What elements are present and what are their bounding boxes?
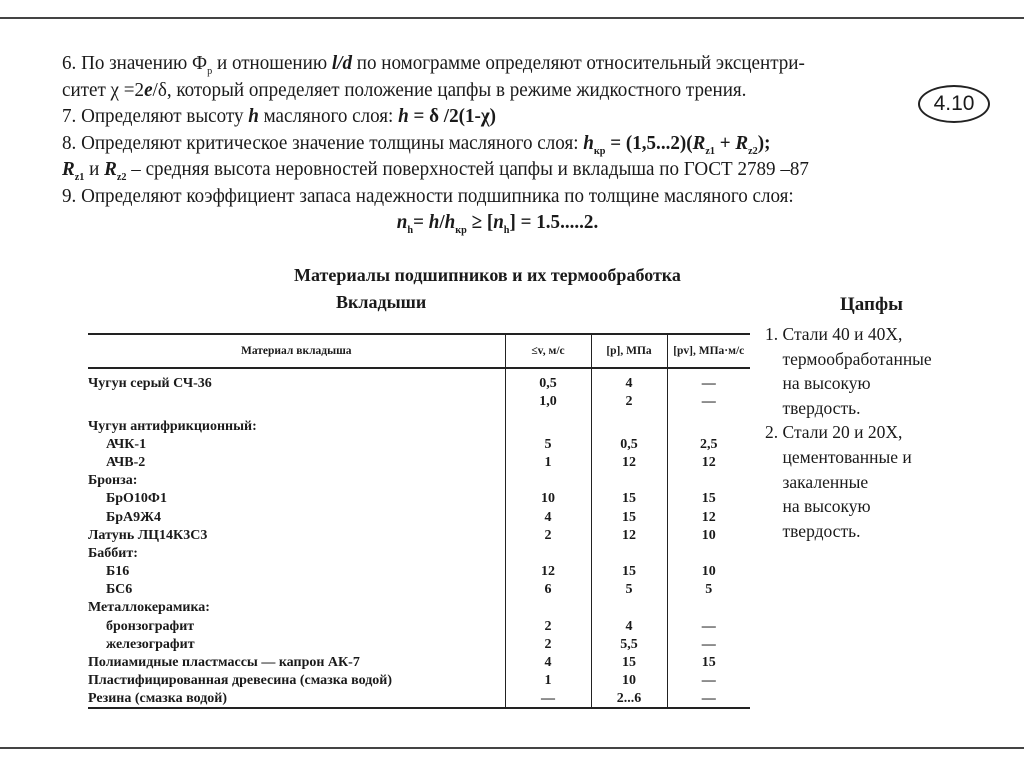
header-pv: [pv], МПа·м/с (667, 334, 750, 368)
table-row (88, 635, 750, 653)
table-row (88, 410, 750, 435)
cell-m (88, 392, 505, 410)
cell-p: 15 (591, 653, 667, 671)
cell-v (505, 472, 591, 490)
cell-p: 12 (591, 453, 667, 471)
cell-pv: — (667, 617, 750, 635)
cell-m: БрО10Ф1 (106, 491, 167, 507)
cell-v: 1 (505, 672, 591, 690)
cell-v: 10 (505, 490, 591, 508)
cell-m: Полиамидные пластмассы — капрон АК-7 (88, 655, 360, 671)
cell-v: 2 (505, 526, 591, 544)
cell-p (591, 410, 667, 435)
text-line: $n_h= h/h_{кр} \ge [n_h] = 1.5.....2$. (396, 211, 599, 237)
text-line: 7. Определяют высоту h масляного слоя: h = δ /2(1-χ) (62, 105, 497, 127)
cell-p (591, 472, 667, 490)
header-pressure: [p], МПа (591, 334, 667, 368)
header-material: Материал вкладыша (240, 344, 352, 357)
cell-p: 0,5 (591, 435, 667, 453)
cell-pv: 5 (667, 581, 750, 599)
top-border (0, 17, 1024, 19)
cell-m: Чугун серый СЧ-36 (88, 376, 212, 391)
cell-pv: — (667, 690, 750, 708)
cell-pv (667, 410, 750, 435)
table-row (88, 392, 750, 410)
cell-pv: 15 (667, 490, 750, 508)
cell-p: 4 (591, 617, 667, 635)
cell-p: 2...6 (591, 690, 667, 708)
cell-m: БС6 (106, 582, 133, 598)
text-line: 6. По значению $Ф_р$ и отношению l/d по номограмме определяют относительный эксцентри- (62, 52, 805, 78)
table-title: Материалы подшипников и их термообработка (294, 265, 681, 285)
table-row (88, 435, 750, 453)
cell-p: 15 (591, 563, 667, 581)
cell-p: 15 (591, 508, 667, 526)
cell-pv: 2,5 (667, 435, 750, 453)
cell-v: 1 (505, 453, 591, 471)
table-row (88, 368, 750, 392)
cell-p: 4 (591, 368, 667, 392)
cell-m: Бронза: (88, 473, 138, 489)
cell-m: Металлокерамика: (88, 600, 210, 616)
cell-pv: — (667, 392, 750, 410)
cell-v (505, 410, 591, 435)
table-row (88, 526, 750, 544)
cell-m: Баббит: (88, 545, 138, 561)
journal-item: 2. Стали 20 и 20Х, (765, 422, 903, 443)
cell-pv: 15 (667, 653, 750, 671)
cell-v (505, 599, 591, 617)
cell-m: АЧВ-2 (106, 454, 146, 470)
cell-m: железографит (106, 636, 195, 652)
cell-v: 4 (505, 653, 591, 671)
journal-item: твердость. (765, 397, 861, 418)
journal-item: твердость. (765, 520, 861, 541)
table-row (88, 690, 750, 708)
materials-table (88, 333, 750, 709)
cell-p: 5 (591, 581, 667, 599)
text-line: 9. Определяют коэффициент запаса надежности подшипника по толщине масляного слоя: (62, 184, 794, 207)
table-row (88, 617, 750, 635)
cell-v: 4 (505, 508, 591, 526)
cell-m: Б16 (106, 564, 130, 580)
cell-p: 2 (591, 392, 667, 410)
table-row (88, 653, 750, 671)
table-row (88, 453, 750, 471)
cell-p: 10 (591, 672, 667, 690)
cell-p: 12 (591, 526, 667, 544)
journal-item: закаленные (765, 471, 869, 492)
cell-m: бронзографит (106, 618, 195, 634)
header-velocity: ≤v, м/с (505, 334, 591, 368)
table-row (88, 508, 750, 526)
journals-heading: Цапфы (840, 294, 903, 315)
cell-m: Резина (смазка водой) (88, 690, 228, 706)
text-line: 8. Определяют критическое значение толщины масляного слоя: $h_{кр} = (1,5...2)(R_{z1} + R_{z2})$; (62, 131, 771, 157)
cell-pv (667, 544, 750, 562)
procedure-text (62, 50, 918, 236)
cell-pv: — (667, 672, 750, 690)
cell-p (591, 544, 667, 562)
cell-pv: 10 (667, 563, 750, 581)
journals-list (765, 322, 932, 543)
cell-pv: 12 (667, 508, 750, 526)
cell-pv (667, 472, 750, 490)
cell-m: Чугун антифрикционный: (88, 419, 257, 435)
cell-v: 12 (505, 563, 591, 581)
table-row (88, 490, 750, 508)
journal-item: термообработанные (765, 348, 932, 369)
cell-m: АЧК-1 (106, 436, 147, 452)
cell-v: 2 (505, 635, 591, 653)
cell-pv: 12 (667, 453, 750, 471)
journal-item: цементованные и (765, 446, 912, 467)
journal-item: на высокую (765, 496, 871, 517)
cell-pv: — (667, 635, 750, 653)
journal-item: 1. Стали 40 и 40Х, (765, 324, 903, 344)
table-row (88, 472, 750, 490)
cell-p: 15 (591, 490, 667, 508)
journal-item: на высокую (765, 373, 871, 394)
text-line: $R_{z1}$ и $R_{z2}$ – средняя высота неровностей поверхностей цапфы и вкладыша по ГОСТ 2789 –87 (62, 158, 809, 184)
cell-v: 5 (505, 435, 591, 453)
table-row (88, 581, 750, 599)
cell-v (505, 544, 591, 562)
table-row (88, 672, 750, 690)
cell-m: Латунь ЛЦ14К3С3 (88, 527, 208, 543)
table-row (88, 544, 750, 562)
cell-p (591, 599, 667, 617)
cell-p: 5,5 (591, 635, 667, 653)
cell-pv: — (667, 368, 750, 392)
table-row (88, 563, 750, 581)
cell-m: Пластифицированная древесина (смазка водой) (88, 673, 393, 689)
bottom-border (0, 747, 1024, 749)
cell-v: — (505, 690, 591, 708)
section-badge: 4.10 (918, 85, 990, 123)
text-line: ситет χ =2e/δ, который определяет положение цапфы в режиме жидкостного трения. (62, 78, 747, 101)
cell-v: 0,5 (505, 368, 591, 392)
cell-v: 1,0 (505, 392, 591, 410)
cell-v: 6 (505, 581, 591, 599)
table-row (88, 599, 750, 617)
cell-pv (667, 599, 750, 617)
cell-pv: 10 (667, 526, 750, 544)
liners-heading: Вкладыши (336, 292, 427, 312)
cell-m: БрА9Ж4 (106, 509, 161, 525)
cell-v: 2 (505, 617, 591, 635)
